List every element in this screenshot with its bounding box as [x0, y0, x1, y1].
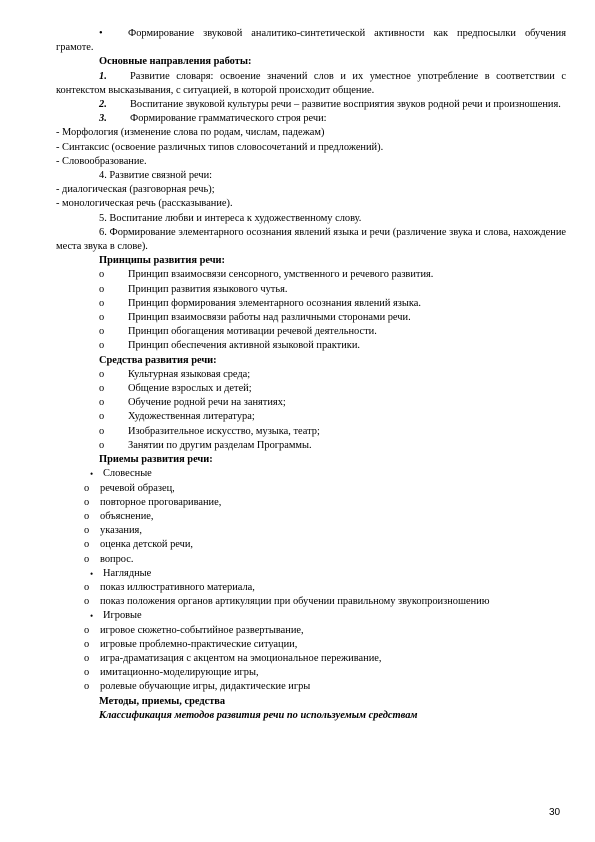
circle-bullet-icon: o: [84, 581, 90, 593]
principles-heading: Принципы развития речи:: [99, 255, 226, 267]
circle-bullet-icon: o: [84, 667, 90, 679]
direction-text: Формирование грамматического строя речи:: [130, 113, 327, 125]
means-item: o Художественная литература;: [56, 410, 566, 424]
technique-group-game: • Игровые: [56, 609, 566, 623]
circle-bullet-icon: o: [84, 638, 90, 650]
circle-bullet-icon: o: [84, 652, 90, 664]
circle-bullet-icon: o: [99, 368, 105, 380]
technique-group-verbal: • Словесные: [56, 467, 566, 481]
direction-item-2: [56, 98, 566, 112]
technique-item: o игровые проблемно-практические ситуации,: [56, 638, 566, 652]
direction-item-4: 4. Развитие связной речи:: [99, 170, 213, 182]
direction-item-3: [56, 112, 566, 126]
technique-item: o оценка детской речи,: [56, 538, 566, 552]
means-item: o Изобразительное искусство, музыка, театр;: [56, 425, 566, 439]
technique-item: o объяснение,: [56, 510, 566, 524]
circle-bullet-icon: o: [84, 681, 90, 693]
bullet-icon: •: [90, 568, 94, 579]
circle-bullet-icon: o: [84, 624, 90, 636]
technique-item: o имитационно-моделирующие игры,: [56, 666, 566, 680]
page-number: 30: [549, 807, 561, 818]
principle-item: o Принцип обогащения мотивации речевой деятельности.: [56, 325, 566, 339]
speech-dialogic: - диалогическая (разговорная речь);: [56, 184, 215, 196]
document-page: [56, 27, 566, 723]
technique-item: o ролевые обучающие игры, дидактические игры: [56, 680, 566, 694]
direction-item-5: 5. Воспитание любви и интереса к художественному слову.: [99, 212, 362, 224]
technique-group-visual: • Наглядные: [56, 567, 566, 581]
circle-bullet-icon: o: [99, 297, 105, 309]
direction-item-1: [56, 70, 566, 98]
directions-heading: Основные направления работы:: [99, 56, 252, 68]
direction-text: Воспитание звуковой культуры речи – развитие восприятия звуков родной речи и произношения.: [130, 99, 561, 111]
intro-text: Формирование звуковой аналитико-синтетической активности как предпосылки обучения грамоте.: [56, 28, 566, 54]
direction-number: 1.: [99, 70, 107, 82]
circle-bullet-icon: o: [99, 312, 105, 324]
direction-number: 3.: [99, 113, 107, 125]
technique-item: o указания,: [56, 524, 566, 538]
methods-heading: Методы, приемы, средства: [99, 695, 226, 707]
means-item: o Обучение родной речи на занятиях;: [56, 396, 566, 410]
circle-bullet-icon: o: [84, 525, 90, 537]
techniques-heading: Приемы развития речи:: [99, 454, 213, 466]
grammar-morphology: - Морфология (изменение слова по родам, числам, падежам): [56, 127, 325, 139]
bullet-icon: •: [90, 611, 94, 622]
principle-item: o Принцип взаимосвязи работы над различными сторонами речи.: [56, 311, 566, 325]
circle-bullet-icon: o: [99, 425, 105, 437]
technique-item: o вопрос.: [56, 553, 566, 567]
principle-item: o Принцип развития языкового чутья.: [56, 283, 566, 297]
circle-bullet-icon: o: [84, 553, 90, 565]
technique-item: o повторное проговаривание,: [56, 496, 566, 510]
means-item: o Общение взрослых и детей;: [56, 382, 566, 396]
circle-bullet-icon: o: [99, 397, 105, 409]
circle-bullet-icon: o: [99, 439, 105, 451]
circle-bullet-icon: o: [99, 340, 105, 352]
bullet-icon: •: [90, 469, 94, 480]
circle-bullet-icon: o: [99, 269, 105, 281]
technique-item: o показ положения органов артикуляции при обучении правильному звукопроизношению: [56, 595, 566, 609]
principle-item: o Принцип обеспечения активной языковой практики.: [56, 339, 566, 353]
intro-paragraph: [56, 27, 566, 55]
circle-bullet-icon: o: [84, 539, 90, 551]
principle-item: o Принцип формирования элементарного осознания явлений языка.: [56, 297, 566, 311]
technique-item: o игра-драматизация с акцентом на эмоциональное переживание,: [56, 652, 566, 666]
circle-bullet-icon: o: [99, 411, 105, 423]
technique-item: o речевой образец,: [56, 482, 566, 496]
circle-bullet-icon: o: [84, 482, 90, 494]
principle-item: o Принцип взаимосвязи сенсорного, умственного и речевого развития.: [56, 268, 566, 282]
bullet-icon: •: [99, 28, 103, 39]
means-heading: Средства развития речи:: [99, 354, 217, 366]
technique-item: o показ иллюстративного материала,: [56, 581, 566, 595]
circle-bullet-icon: o: [99, 383, 105, 395]
grammar-word-formation: - Словообразование.: [56, 155, 147, 167]
means-item: o Культурная языковая среда;: [56, 368, 566, 382]
circle-bullet-icon: o: [84, 596, 90, 608]
circle-bullet-icon: o: [99, 326, 105, 338]
direction-number: 2.: [99, 99, 107, 111]
direction-item-6: 6. Формирование элементарного осознания явлений языка и речи (различение звука и слова, нахождение места звука в слове).: [56, 226, 566, 253]
means-item: o Занятии по другим разделам Программы.: [56, 439, 566, 453]
circle-bullet-icon: o: [99, 283, 105, 295]
methods-subheading: Классификация методов развития речи по используемым средствам: [99, 709, 418, 721]
circle-bullet-icon: o: [84, 496, 90, 508]
grammar-syntax: - Синтаксис (освоение различных типов словосочетаний и предложений).: [56, 141, 384, 153]
speech-monologic: - монологическая речь (рассказывание).: [56, 198, 233, 210]
circle-bullet-icon: o: [84, 510, 90, 522]
direction-text: Развитие словаря: освоение значений слов и их уместное употребление в соответствии с контекстом высказывания, с ситуацией, в которой происходит общение.: [56, 70, 566, 96]
technique-item: o игровое сюжетно-событийное развертывание,: [56, 624, 566, 638]
